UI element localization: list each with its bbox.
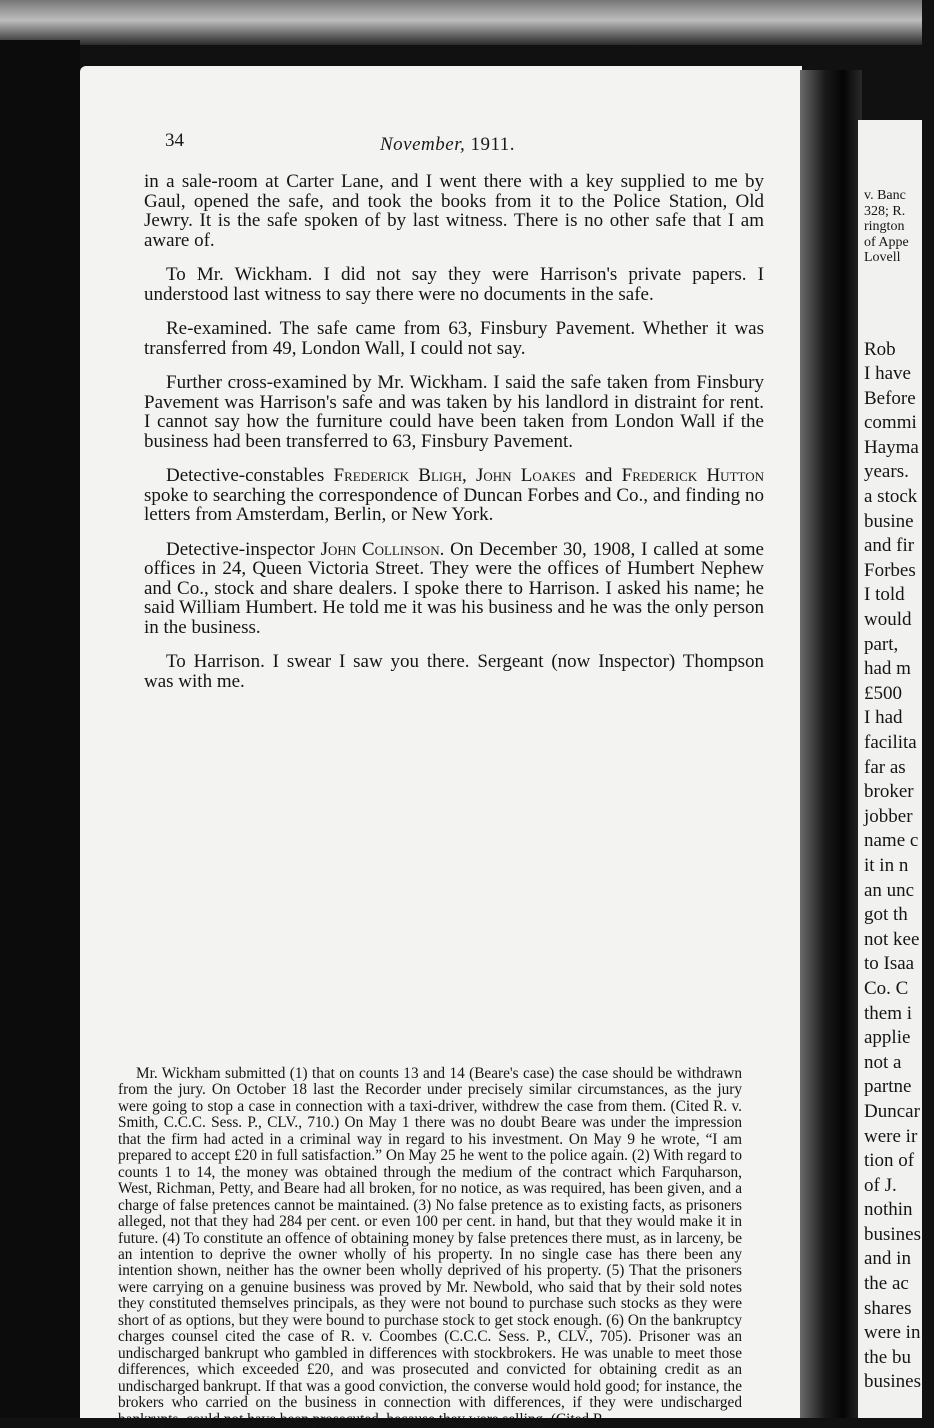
paragraph: Re-examined. The safe came from 63, Finsbury Pavement. Whether it was transferred from 49, London Wall, I could not say. bbox=[144, 318, 764, 359]
main-text bbox=[144, 172, 764, 706]
running-head-month: November, bbox=[380, 134, 466, 155]
right-text-line: facilita bbox=[864, 732, 917, 753]
right-text-line: applie bbox=[864, 1027, 911, 1049]
right-text-line: Rob bbox=[864, 338, 896, 360]
right-text-line: Co. C bbox=[864, 977, 909, 999]
paragraph: To Mr. Wickham. I did not say they were Harrison's private papers. I understood last witness to say there were no documents in the safe. bbox=[144, 264, 764, 305]
right-text-line: broker bbox=[864, 781, 914, 803]
right-text-line: not kee bbox=[864, 928, 920, 950]
text-run: On December 30, 1908, I called at some offices in 24, Queen Victoria Street. They were the offices of Humbert Nephew and Co., stock and share dealers. I spoke there to Harrison. I asked his name; he said William Humbert. He told me it was his business and he was the only person in the business. bbox=[144, 538, 764, 638]
right-text-line: name c bbox=[864, 830, 919, 852]
witness-name: John Loakes bbox=[476, 465, 576, 486]
right-text-line: Forbes bbox=[864, 559, 916, 581]
running-head bbox=[380, 134, 515, 156]
text-run: Detective-inspector bbox=[166, 538, 315, 560]
right-text-line: busines bbox=[864, 1371, 921, 1393]
right-text-line: Before bbox=[864, 387, 916, 409]
right-text-line: the ac bbox=[864, 1273, 909, 1295]
right-page-lines bbox=[864, 338, 934, 1396]
right-text-line: not a bbox=[864, 1051, 902, 1073]
right-text-line: it in n bbox=[864, 854, 909, 876]
paragraph bbox=[144, 540, 764, 638]
right-text-line: a stock bbox=[864, 486, 918, 508]
paragraph: Further cross-examined by Mr. Wickham. I said the safe taken from Finsbury Pavement was Harrison's safe and was taken by his landlord in distraint for rent. I cannot say how the furniture could have been taken from London Wall if the business had been transferred to 63, Finsbury Pavement. bbox=[144, 372, 764, 452]
page-header bbox=[165, 130, 755, 160]
text-run: and bbox=[584, 465, 613, 486]
paragraph: To Harrison. I swear I saw you there. Sergeant (now Inspector) Thompson was with me. bbox=[144, 651, 764, 692]
paragraph bbox=[144, 466, 764, 525]
book-gutter bbox=[800, 70, 862, 1418]
right-text-line: tion of bbox=[864, 1150, 915, 1172]
right-text-line: busines bbox=[864, 1223, 921, 1245]
witness-name: Frederick Bligh, bbox=[333, 465, 467, 486]
page-number: 34 bbox=[165, 130, 184, 151]
right-text-line: nothin bbox=[864, 1199, 913, 1221]
counsel-submission bbox=[118, 1066, 742, 1428]
right-text-line: shares bbox=[864, 1297, 912, 1319]
right-note-line: v. Banc bbox=[864, 188, 906, 203]
right-text-line: I had bbox=[864, 707, 903, 729]
witness-name: Frederick Hutton bbox=[621, 465, 764, 486]
left-scan-edge bbox=[0, 40, 80, 1418]
right-text-line: I told bbox=[864, 584, 905, 606]
right-text-line: would bbox=[864, 609, 912, 631]
submission-paragraph: Mr. Wickham submitted (1) that on counts 13 and 14 (Beare's case) the case should be withdrawn from the jury. On October 18 last the Recorder under precisely similar circumstances, as the jury were going to stop a case in connection with a taxi-driver, withdrew the case from them. (Cited R. v. Smith, C.C.C. Sess. P., CLV., 710.) On May 1 there was no doubt Beare was under the impression that the firm had acted in a criminal way in regard to his investment. On May 9 he wrote, “I am prepared to accept £20 in full satisfaction.” On May 25 he went to the police again. (2) With regard to counts 1 to 14, the money was obtained through the medium of the contract which Farquharson, West, Richman, Petty, and Beare had all broken, for no notice, as was required, has been given, and a charge of false pretences cannot be maintained. (3) No false pretence as to existing facts, as prisoners alleged, not that they had 284 per cent. or even 100 per cent. in hand, but that they would make it in future. (4) To constitute an offence of obtaining money by false pretences there must, as in larceny, be an intention to deprive the owner wholly of his property. In no single case has there been any intention shown, neither has the owner been wholly deprived of his property. (5) That the prisoners were carrying on a genuine business was proved by Mr. Newbold, who said that by their sold notes they constituted themselves principals, as they were not bound to purchase such stocks as they were short of as options, but they were bound to purchase stock to get stock enough. (6) On the bankruptcy charges counsel cited the case of R. v. Coombes (C.C.C. Sess. P., CLV., 705). Prisoner was an undischarged bankrupt who gambled in differences with stockbrokers. He was unable to meet those differences, which exceeded £20, and was prosecuted and convicted for obtaining credit as an undischarged bankrupt. If that was a good conviction, the converse would hold good; for instance, the brokers who carried on the business in connection with differences, if they were undischarged bankrupts, could not have been prosecuted, because they were selling. (Cited R. bbox=[118, 1065, 742, 1428]
right-text-line: I have bbox=[864, 363, 911, 385]
right-text-line: and in bbox=[864, 1248, 911, 1270]
right-text-line: jobber bbox=[864, 805, 913, 827]
top-scan-margin bbox=[0, 0, 922, 45]
right-text-line: busine bbox=[864, 510, 914, 532]
right-note-line: 328; R. bbox=[864, 203, 906, 219]
right-note-line: of Appe bbox=[864, 234, 909, 250]
right-text-line: got th bbox=[864, 904, 908, 926]
right-text-line: far as bbox=[864, 756, 906, 778]
right-page-text bbox=[864, 188, 934, 1395]
right-text-line: £500 bbox=[864, 682, 902, 704]
right-text-line: years. bbox=[864, 461, 909, 483]
right-text-line: to Isaa bbox=[864, 953, 915, 975]
right-text-line: commi bbox=[864, 412, 917, 434]
right-text-line: them i bbox=[864, 1002, 913, 1024]
right-text-line: part, bbox=[864, 633, 899, 655]
right-text-line: were ir bbox=[864, 1125, 918, 1147]
text-run: Detective-constables bbox=[166, 465, 325, 486]
right-text-line: of J. bbox=[864, 1174, 897, 1196]
running-head-year: 1911. bbox=[470, 134, 516, 155]
text-run: spoke to searching the correspondence of Duncan Forbes and Co., and finding no letters from Amsterdam, Berlin, or New York. bbox=[144, 484, 764, 525]
right-note-line: Lovell bbox=[864, 250, 901, 265]
right-text-line: Duncar bbox=[864, 1100, 920, 1122]
right-text-line: and fir bbox=[864, 535, 915, 557]
right-text-line: an unc bbox=[864, 879, 915, 901]
right-text-line: Hayma bbox=[864, 436, 919, 458]
right-text-line: had m bbox=[864, 658, 911, 680]
right-page-notes bbox=[864, 188, 934, 266]
right-text-line: were in bbox=[864, 1322, 921, 1344]
witness-name: John Collinson. bbox=[320, 538, 445, 560]
right-text-line: partne bbox=[864, 1076, 912, 1098]
right-note-line: rington bbox=[864, 219, 905, 234]
right-text-line: the bu bbox=[864, 1346, 911, 1368]
paragraph: in a sale-room at Carter Lane, and I went there with a key supplied to me by Gaul, opened the safe, and took the books from it to the Police Station, Old Jewry. It is the safe spoken of by last witness. There is no other safe that I am aware of. bbox=[144, 171, 764, 251]
